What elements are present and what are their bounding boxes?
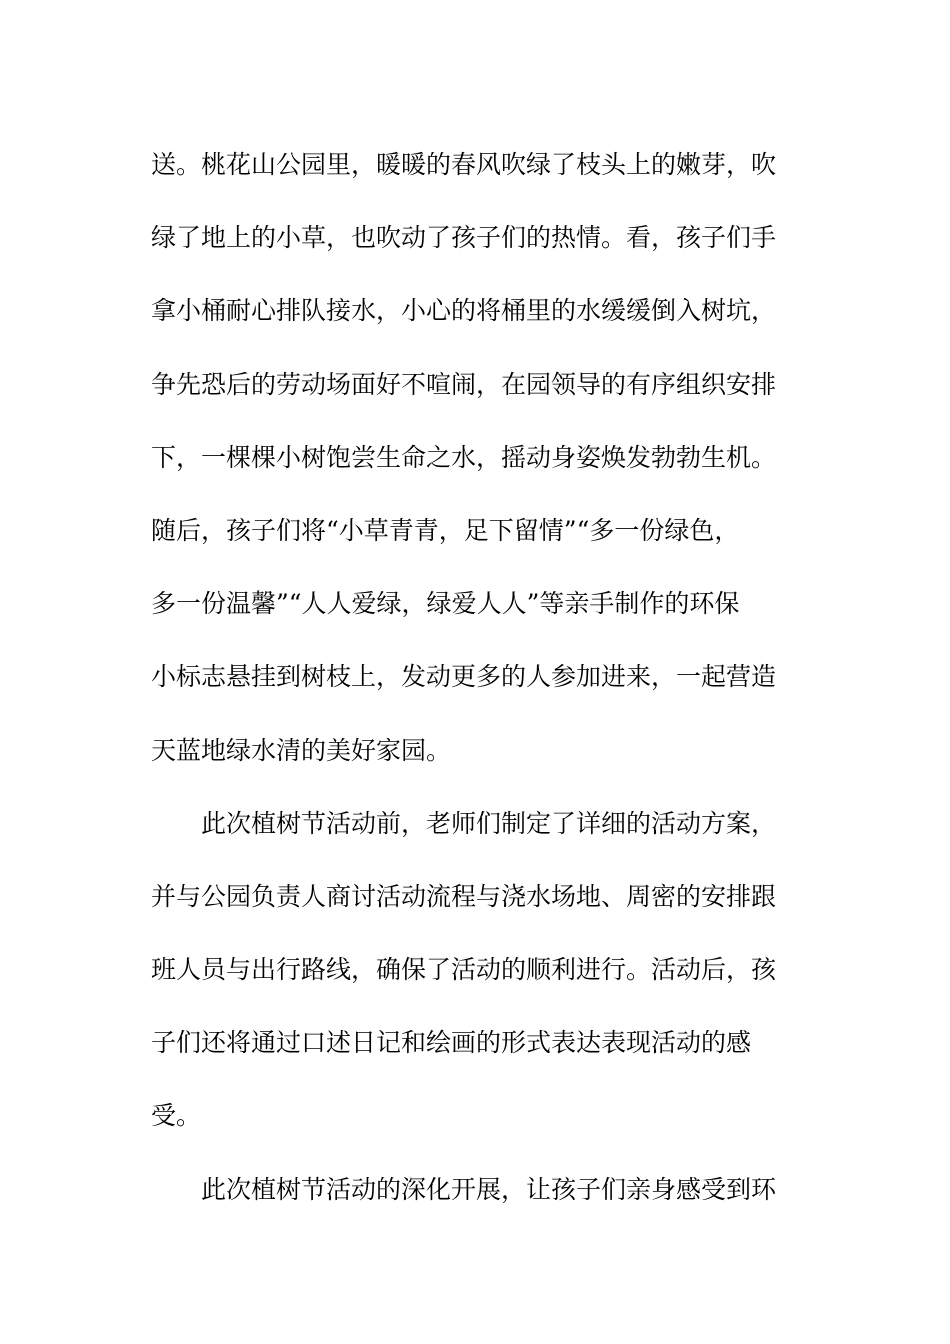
- paragraph-line-11: 并与公园负责人商讨活动流程与浇水场地、周密的安排跟: [151, 881, 777, 911]
- paragraph-line-2: 绿了地上的小草，也吹动了孩子们的热情。看，孩子们手: [151, 223, 777, 253]
- paragraph-line-13: 子们还将通过口述日记和绘画的形式表达表现活动的感: [151, 1028, 752, 1058]
- document-body: [151, 128, 811, 1226]
- paragraph-line-12: 班人员与出行路线，确保了活动的顺利进行。活动后，孩: [151, 955, 777, 985]
- paragraph-line-10: 此次植树节活动前，老师们制定了详细的活动方案，: [201, 808, 777, 838]
- paragraph-line-4: 争先恐后的劳动场面好不喧闹，在园领导的有序组织安排: [151, 369, 777, 399]
- paragraph-line-5: 下，一棵棵小树饱尝生命之水，摇动身姿焕发勃勃生机。: [151, 442, 777, 472]
- paragraph-line-3: 拿小桶耐心排队接水，小心的将桶里的水缓缓倒入树坑，: [151, 296, 777, 326]
- paragraph-line-6: 随后，孩子们将“小草青青，足下留情”“多一份绿色，: [151, 515, 740, 545]
- paragraph-line-9: 天蓝地绿水清的美好家园。: [151, 735, 452, 765]
- paragraph-line-8: 小标志悬挂到树枝上，发动更多的人参加进来，一起营造: [151, 662, 777, 692]
- paragraph-line-15: 此次植树节活动的深化开展，让孩子们亲身感受到环: [201, 1174, 777, 1204]
- paragraph-line-1: 送。桃花山公园里，暖暖的春风吹绿了枝头上的嫩芽，吹: [151, 150, 777, 179]
- paragraph-line-14: 受。: [151, 1101, 202, 1131]
- paragraph-line-7: 多一份温馨”“人人爱绿，绿爱人人”等亲手制作的环保: [151, 589, 740, 619]
